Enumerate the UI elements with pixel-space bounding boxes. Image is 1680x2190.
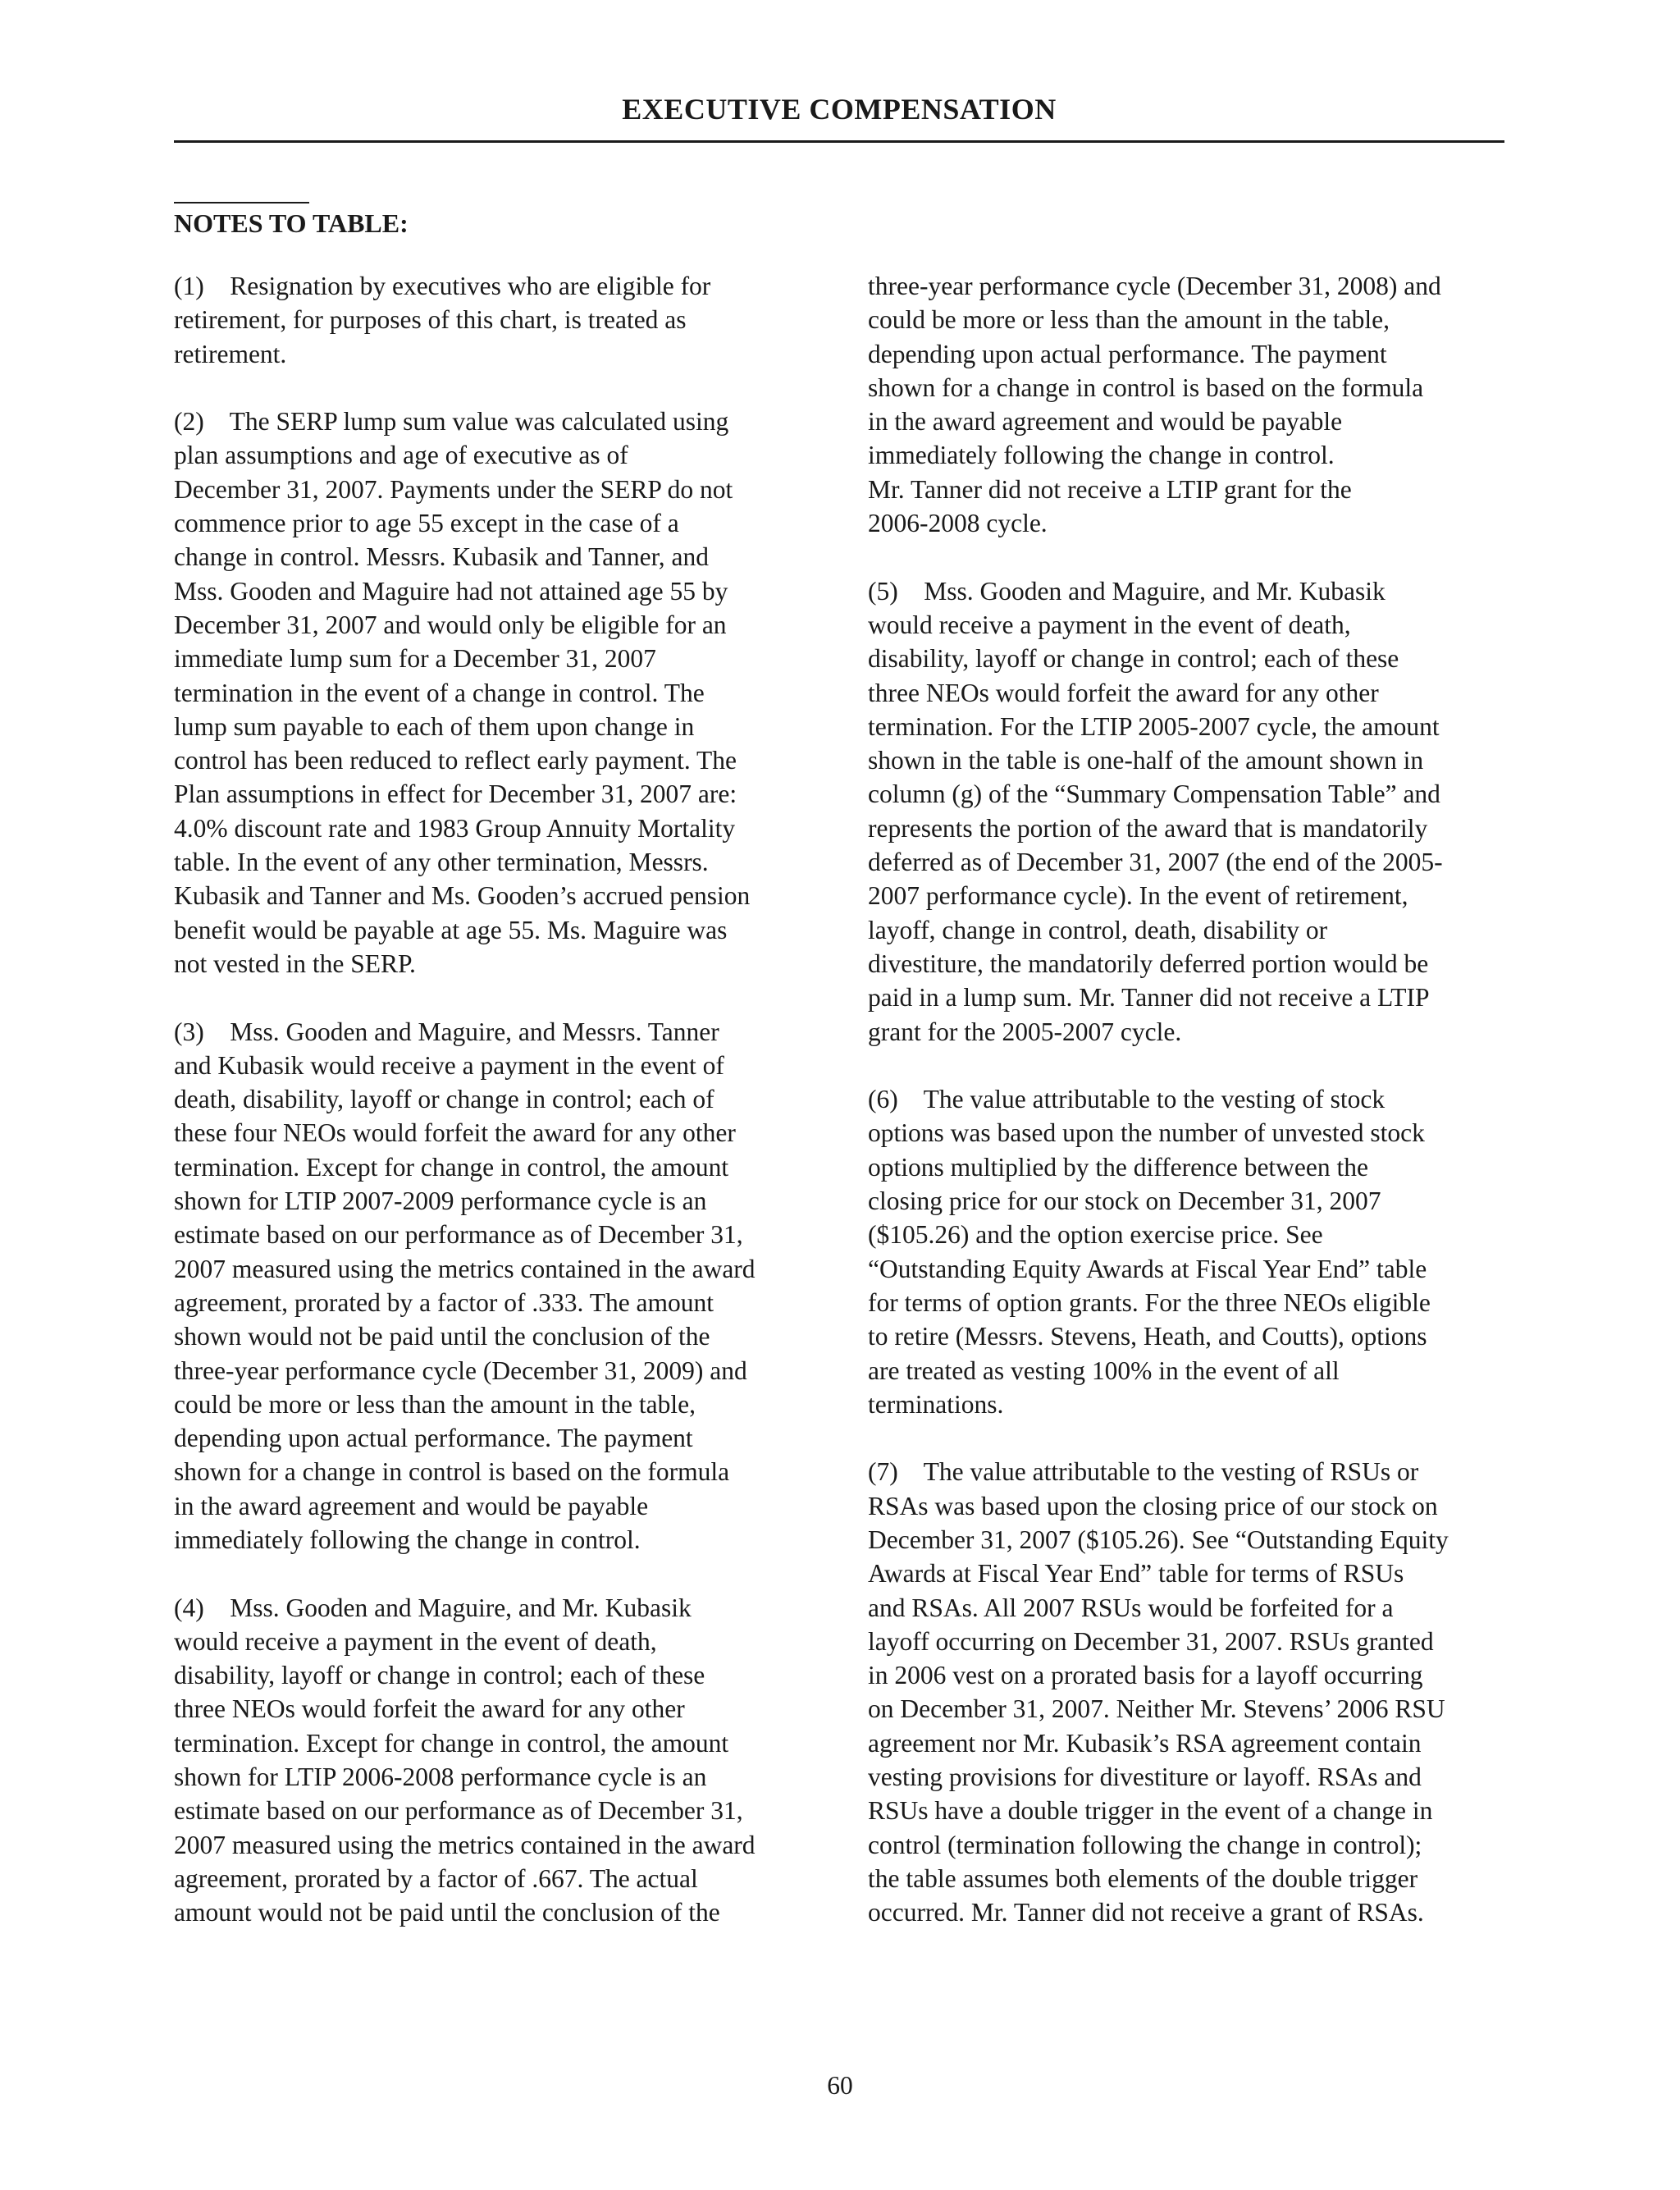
text-line: (3) Mss. Gooden and Maguire, and Messrs. Tanner (174, 1017, 719, 1046)
text-line: three-year performance cycle (December 31, 2009) and (174, 1356, 747, 1385)
text-line: deferred as of December 31, 2007 (the end of the 2005- (868, 848, 1443, 877)
text-line: (5) Mss. Gooden and Maguire, and Mr. Kubasik (868, 576, 1386, 606)
text-line: to retire (Messrs. Stevens, Heath, and Coutts), options (868, 1322, 1427, 1351)
notes-heading: NOTES TO TABLE: (174, 208, 409, 238)
text-line: and RSAs. All 2007 RSUs would be forfeited for a (868, 1593, 1394, 1622)
text-line: Awards at Fiscal Year End” table for terms of RSUs (868, 1559, 1404, 1589)
text-line: termination. Except for change in control, the amount (174, 1152, 729, 1182)
text-line: agreement, prorated by a factor of .333. The amount (174, 1287, 714, 1317)
text-line: for terms of option grants. For the three NEOs eligible (868, 1287, 1431, 1317)
text-line: estimate based on our performance as of December 31, (174, 1796, 743, 1826)
text-line: ($105.26) and the option exercise price. See (868, 1220, 1323, 1250)
text-line: control (termination following the change in control); (868, 1830, 1422, 1859)
text-line: RSAs was based upon the closing price of our stock on (868, 1491, 1438, 1520)
text-line: paid in a lump sum. Mr. Tanner did not receive a LTIP (868, 983, 1430, 1013)
text-line: options was based upon the number of unvested stock (868, 1118, 1425, 1148)
text-line: vesting provisions for divestiture or layoff. RSAs and (868, 1763, 1422, 1792)
note-paragraph (868, 574, 1516, 1049)
text-line: immediately following the change in control. (868, 441, 1335, 470)
text-line: Kubasik and Tanner and Ms. Gooden’s accrued pension (174, 881, 751, 911)
text-line: RSUs have a double trigger in the event of a change in (868, 1796, 1433, 1826)
page-header-title: EXECUTIVE COMPENSATION (622, 93, 1057, 126)
note-paragraph (174, 1015, 822, 1557)
text-line: termination. For the LTIP 2005-2007 cycle, the amount (868, 711, 1440, 741)
text-line: December 31, 2007 ($105.26). See “Outstanding Equity (868, 1525, 1449, 1554)
text-line: agreement, prorated by a factor of .667. The actual (174, 1863, 698, 1893)
text-line: December 31, 2007 and would only be eligible for an (174, 610, 727, 639)
text-line: amount would not be paid until the conclusion of the (174, 1898, 720, 1927)
text-line: grant for the 2005-2007 cycle. (868, 1017, 1182, 1046)
text-line: “Outstanding Equity Awards at Fiscal Year End” table (868, 1254, 1427, 1283)
text-line: options multiplied by the difference between the (868, 1152, 1368, 1182)
text-line: in the award agreement and would be payable (174, 1491, 649, 1520)
text-line: Plan assumptions in effect for December 31, 2007 are: (174, 780, 737, 809)
text-line: depending upon actual performance. The payment (868, 339, 1387, 368)
text-line: layoff, change in control, death, disability or (868, 915, 1328, 944)
text-line: control has been reduced to reflect early payment. The (174, 746, 737, 775)
text-line: (1) Resignation by executives who are eligible for (174, 272, 711, 300)
text-line: disability, layoff or change in control; each of these (174, 1661, 705, 1690)
text-line: these four NEOs would forfeit the award for any other (174, 1118, 736, 1148)
text-line: 2007 measured using the metrics contained in the award (174, 1254, 756, 1283)
text-line: on December 31, 2007. Neither Mr. Stevens’ 2006 RSU (868, 1694, 1445, 1724)
text-line: estimate based on our performance as of December 31, (174, 1220, 743, 1250)
text-line: 2006-2008 cycle. (868, 509, 1048, 538)
text-line: divestiture, the mandatorily deferred portion would be (868, 949, 1429, 978)
text-line: benefit would be payable at age 55. Ms. Maguire was (174, 915, 728, 944)
text-line: the table assumes both elements of the double trigger (868, 1863, 1418, 1893)
text-line: closing price for our stock on December 31, 2007 (868, 1186, 1381, 1216)
text-line: depending upon actual performance. The payment (174, 1424, 693, 1453)
text-line: in 2006 vest on a prorated basis for a layoff occurring (868, 1661, 1423, 1690)
note-paragraph (174, 405, 822, 981)
text-line: immediately following the change in control. (174, 1525, 641, 1554)
text-line: termination in the event of a change in control. The (174, 678, 705, 707)
text-line: lump sum payable to each of them upon change in (174, 711, 695, 741)
text-line: are treated as vesting 100% in the event of all (868, 1356, 1340, 1385)
text-line: commence prior to age 55 except in the case of a (174, 509, 679, 538)
text-line: shown for LTIP 2006-2008 performance cycle is an (174, 1763, 707, 1792)
text-line: occurred. Mr. Tanner did not receive a grant of RSAs. (868, 1898, 1424, 1927)
text-line: 4.0% discount rate and 1983 Group Annuity Mortality (174, 813, 736, 843)
text-line: terminations. (868, 1389, 1004, 1419)
text-line: shown for a change in control is based on the formula (174, 1457, 730, 1487)
text-line: (6) The value attributable to the vesting of stock (868, 1085, 1386, 1114)
text-line: change in control. Messrs. Kubasik and Tanner, and (174, 542, 710, 572)
text-line: table. In the event of any other termination, Messrs. (174, 848, 709, 877)
text-line: three NEOs would forfeit the award for any other (868, 678, 1379, 707)
text-line: retirement, for purposes of this chart, is treated as (174, 305, 687, 335)
left-text-column (174, 269, 822, 1930)
text-line: layoff occurring on December 31, 2007. RSUs granted (868, 1626, 1434, 1656)
note-paragraph (868, 1082, 1516, 1421)
text-line: disability, layoff or change in control; each of these (868, 644, 1399, 674)
text-line: column (g) of the “Summary Compensation Table” and (868, 780, 1440, 809)
page-number: 60 (827, 2071, 853, 2100)
note-paragraph (868, 269, 1516, 540)
text-line: termination. Except for change in control, the amount (174, 1728, 729, 1758)
text-line: plan assumptions and age of executive as of (174, 441, 628, 470)
text-line: and Kubasik would receive a payment in the event of (174, 1050, 724, 1080)
note-paragraph (174, 269, 822, 371)
text-line: three NEOs would forfeit the award for any other (174, 1694, 685, 1724)
text-line: death, disability, layoff or change in control; each of (174, 1085, 714, 1114)
text-line: would receive a payment in the event of death, (868, 610, 1351, 639)
text-line: would receive a payment in the event of death, (174, 1626, 657, 1656)
text-line: (7) The value attributable to the vesting of RSUs or (868, 1457, 1419, 1487)
text-line: 2007 performance cycle). In the event of retirement, (868, 881, 1408, 911)
text-line: represents the portion of the award that is mandatorily (868, 813, 1428, 843)
text-line: retirement. (174, 339, 287, 368)
text-line: 2007 measured using the metrics contained in the award (174, 1830, 756, 1859)
text-line: (4) Mss. Gooden and Maguire, and Mr. Kubasik (174, 1593, 692, 1622)
text-line: December 31, 2007. Payments under the SERP do not (174, 474, 733, 504)
footnote-separator-rule (174, 202, 309, 203)
text-line: shown for a change in control is based on the formula (868, 373, 1424, 402)
header-rule (174, 140, 1504, 143)
text-line: Mss. Gooden and Maguire had not attained age 55 by (174, 576, 728, 606)
note-paragraph (174, 1591, 822, 1930)
text-line: three-year performance cycle (December 31, 2008) and (868, 272, 1441, 300)
note-paragraph (868, 1455, 1516, 1929)
text-line: agreement nor Mr. Kubasik’s RSA agreement contain (868, 1728, 1422, 1758)
text-line: shown would not be paid until the conclusion of the (174, 1322, 710, 1351)
text-line: (2) The SERP lump sum value was calculated using (174, 407, 729, 437)
text-line: Mr. Tanner did not receive a LTIP grant for the (868, 474, 1352, 504)
text-line: in the award agreement and would be payable (868, 407, 1343, 437)
text-line: could be more or less than the amount in the table, (174, 1389, 696, 1419)
text-line: immediate lump sum for a December 31, 2007 (174, 644, 656, 674)
text-line: shown in the table is one-half of the amount shown in (868, 746, 1424, 775)
text-line: could be more or less than the amount in the table, (868, 305, 1390, 335)
text-line: shown for LTIP 2007-2009 performance cycle is an (174, 1186, 707, 1216)
text-line: not vested in the SERP. (174, 949, 416, 978)
right-text-column (868, 269, 1516, 1930)
